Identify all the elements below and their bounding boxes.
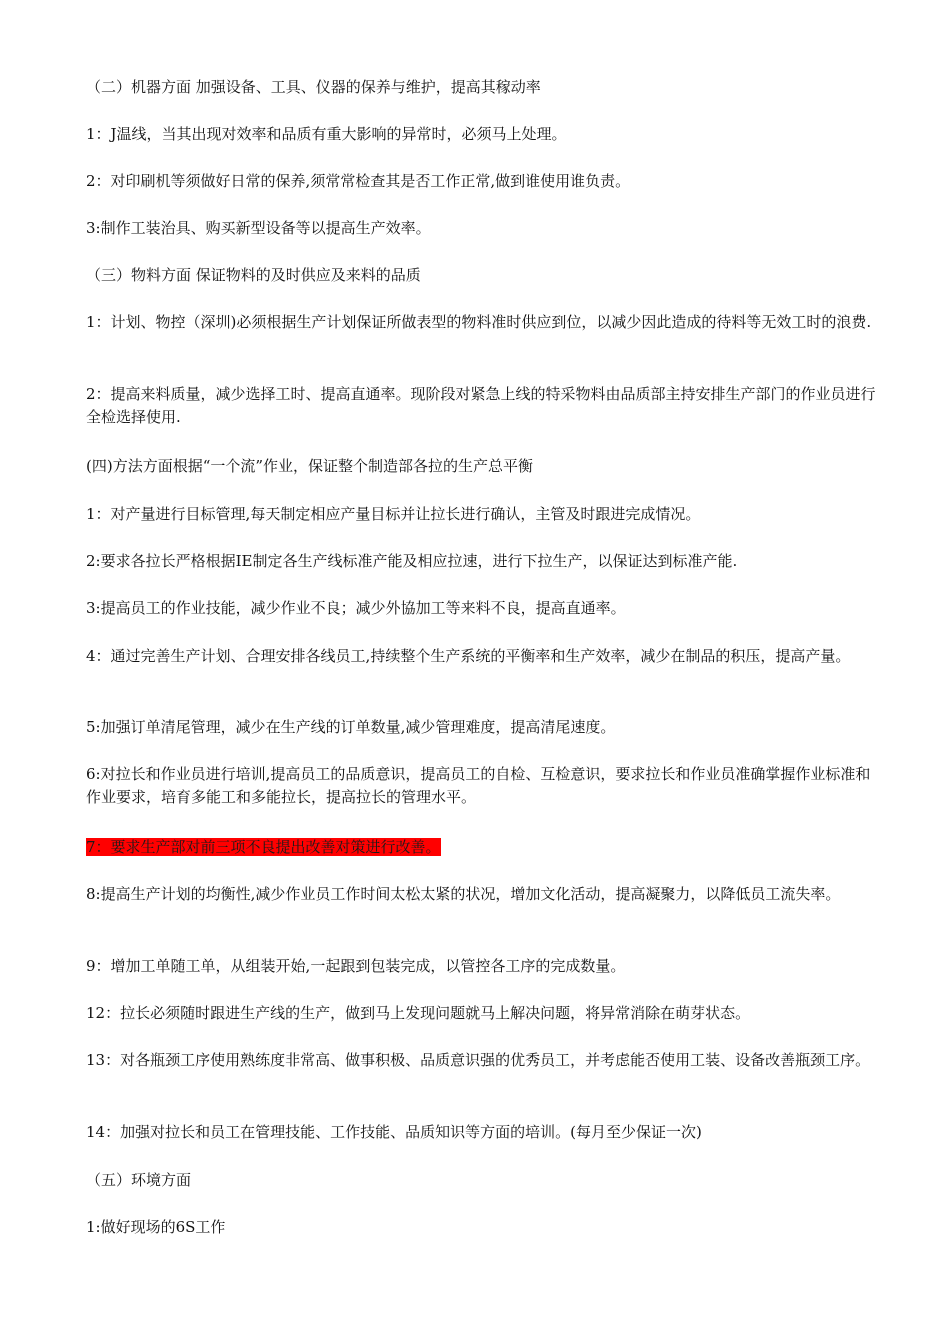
paragraph-method-4: 4：通过完善生产计划、合理安排各线员工,持续整个生产系统的平衡率和生产效率，减少在制品的积压，提高产量。	[86, 647, 851, 665]
paragraph-method-6: 6:对拉长和作业员进行培训,提高员工的品质意识，提高员工的自检、互检意识，要求拉长和作业员准确掌握作业标准和作业要求，培育多能工和多能拉长，提高拉长的管理水平。	[86, 765, 871, 806]
paragraph-machine-1: 1：J温线，当其出现对效率和品质有重大影响的异常时，必须马上处理。	[86, 125, 567, 143]
highlighted-text: 7：要求生产部对前三项不良提出改善对策进行改善。	[86, 838, 441, 856]
paragraph-method-1: 1：对产量进行目标管理,每天制定相应产量目标并让拉长进行确认，主管及时跟进完成情况。	[86, 505, 701, 523]
paragraph-method-3: 3:提高员工的作业技能，减少作业不良；减少外協加工等来料不良，提高直通率。	[86, 599, 626, 617]
paragraph-method-2: 2:要求各拉长严格根据IE制定各生产线标准产能及相应拉速，进行下拉生产，以保证达到标准产能.	[86, 552, 738, 570]
paragraph-method-5: 5:加强订单清尾管理，减少在生产线的订单数量,减少管理难度，提高清尾速度。	[86, 718, 616, 736]
section-heading-method: (四)方法方面根据“一个流”作业，保证整个制造部各拉的生产总平衡	[86, 457, 534, 475]
paragraph-method-8: 8:提高生产计划的均衡性,减少作业员工作时间太松太紧的状况，增加文化活动，提高凝聚力，以降低员工流失率。	[86, 885, 841, 903]
paragraph-environment-1: 1:做好现场的6S工作	[86, 1218, 226, 1236]
paragraph-method-9: 9：增加工单随工单，从组装开始,一起跟到包装完成，以管控各工序的完成数量。	[86, 957, 626, 975]
section-heading-environment: （五）环境方面	[86, 1171, 192, 1189]
paragraph-method-14: 14：加强对拉长和员工在管理技能、工作技能、品质知识等方面的培训。(每月至少保证一次)	[86, 1123, 702, 1141]
section-heading-material: （三）物料方面 保证物料的及时供应及来料的品质	[86, 266, 421, 284]
paragraph-material-2: 2：提高来料质量，减少选择工时、提高直通率。现阶段对紧急上线的特采物料由品质部主持安排生产部门的作业员进行全检选择使用.	[86, 385, 876, 426]
paragraph-method-7-highlighted	[86, 836, 878, 859]
paragraph-material-1: 1：计划、物控（深圳)必须根据生产计划保证所做表型的物料准时供应到位，以减少因此造成的待料等无效工时的浪费.	[86, 313, 872, 331]
section-heading-machine: （二）机器方面 加强设备、工具、仪器的保养与维护，提高其稼动率	[86, 78, 541, 96]
paragraph-method-12: 12：拉长必须随时跟进生产线的生产，做到马上发现问题就马上解决问题，将异常消除在萌芽状态。	[86, 1004, 751, 1022]
paragraph-method-13: 13：对各瓶颈工序使用熟练度非常高、做事积极、品质意识强的优秀员工，并考虑能否使用工装、设备改善瓶颈工序。	[86, 1051, 871, 1069]
paragraph-machine-2: 2：对印刷机等须做好日常的保养,须常常检查其是否工作正常,做到谁使用谁负责。	[86, 172, 631, 190]
paragraph-machine-3: 3:制作工装治具、购买新型设备等以提高生产效率。	[86, 219, 431, 237]
